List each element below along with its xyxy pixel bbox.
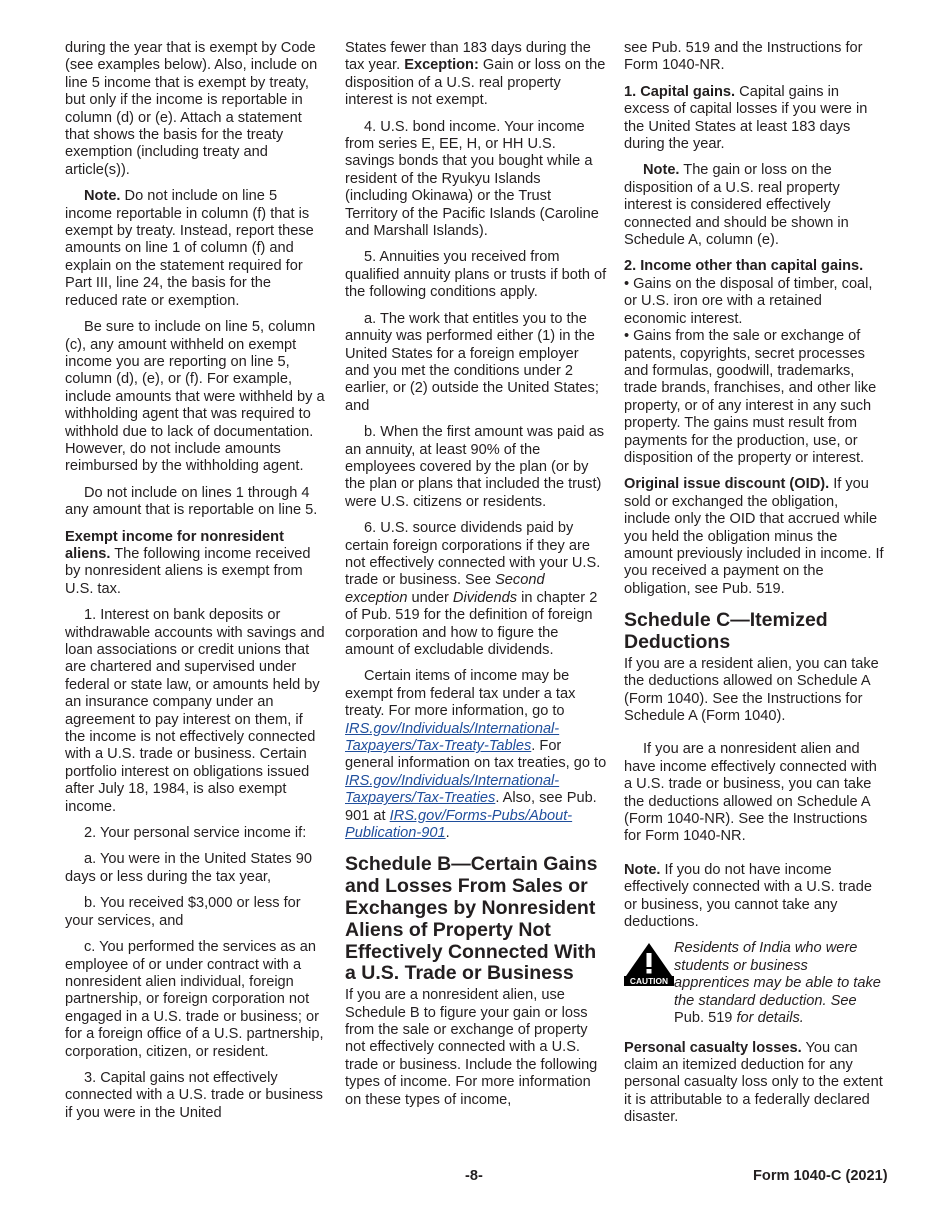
paragraph-text: You can claim an itemized deduction for any personal casualty loss only to the extent it is attributable to a federally declared disaster.	[624, 1039, 883, 1126]
caution-text	[674, 940, 886, 1027]
paragraph-text: . For general information on tax treaties, go to	[345, 738, 607, 772]
paragraph-text: If you do not have income effectively connected with a U.S. trade or business, you cannot take any deductions.	[624, 861, 872, 931]
paragraph: If you are a nonresident alien and have income effectively connected with a U.S. trade or business, you can take the deductions allowed on Schedule A (Form 1040-NR). See the Instructions for Form 1040-NR.	[624, 741, 877, 845]
caution-icon	[624, 942, 674, 986]
paragraph-text: . Also, see Pub. 901 at	[345, 790, 597, 824]
column-2	[345, 40, 607, 1118]
paragraph: If you are a resident alien, you can take the deductions allowed on Schedule A (Form 1040). See the Instructions for Schedule A (Form 1040).	[624, 655, 879, 724]
paragraph	[624, 1040, 886, 1127]
paragraph-text: If you sold or exchanged the obligation, include only the OID that accrued while you held the obligation minus the amount previously included in income. If you received a payment on the obligation, see Pub. 519.	[624, 476, 884, 597]
list-item: a. The work that entitles you to the annuity was performed either (1) in the United States for a foreign employer and you met the conditions under 2 earlier, or (2) outside the United States; and	[345, 310, 599, 414]
paragraph-text: Do not include on line 5 income reportable in column (f) that is exempt by treaty. Instead, report these amounts on line 1 of column (f) and explain on the statement required for Part III, line 24, the basis for the reduced rate or exemption.	[65, 188, 314, 309]
paragraph: see Pub. 519 and the Instructions for Form 1040-NR.	[624, 40, 863, 74]
list-item	[345, 520, 607, 659]
caution-label: CAUTION	[629, 976, 669, 987]
exception-label: Exception:	[404, 57, 479, 74]
caution-text-part: for details.	[732, 1010, 804, 1027]
bullet-item: • Gains from the sale or exchange of patents, copyrights, secret processes and formulas, goodwill, trademarks, trade brands, franchises, and other like property, or of any interest in any such property. The gains must result from payments for the production, use, or disposition of the property or interest.	[624, 328, 877, 466]
list-item: 3. Capital gains not effectively connected with a U.S. trade or business if you were in the United	[65, 1069, 323, 1121]
paragraph-text: under	[407, 589, 453, 606]
paragraph: Be sure to include on line 5, column (c), any amount withheld on exempt income you are reporting on line 5, column (d), (e), or (f). For example, include amounts that were withheld by a withholding agent that was required to withhold due to lack of documentation. However, do not include amounts reimbursed by the withholding agent.	[65, 319, 325, 475]
caution-pub: Pub. 519	[674, 1010, 733, 1027]
form-identifier: Form 1040-C (2021)	[753, 1168, 888, 1184]
publication-901-link[interactable]: IRS.gov/Forms-Pubs/About-Publication-901	[345, 807, 573, 842]
schedule-b-heading: Schedule B—Certain Gains and Losses From Sales or Exchanges by Nonresident Aliens of Property Not Effectively Connected With a U.S. Trade or Business	[345, 853, 598, 985]
paragraph: If you are a nonresident alien, use Schedule B to figure your gain or loss from the sale or exchange of property not effectively connected with a U.S. trade or business. Include the following types of income. For more information on these types of income,	[345, 987, 598, 1108]
list-item: c. You performed the services as an employee of or under contract with a nonresident alien individual, foreign partnership, or foreign corporation not engaged in a U.S. trade or business; or for a foreign office of a U.S. partnership, corporation, citizen, or resident.	[65, 939, 324, 1060]
caution-box	[624, 940, 886, 1027]
paragraph-text: The following income received by nonresident aliens is exempt from U.S. tax.	[65, 545, 311, 597]
paragraph-text: The gain or loss on the disposition of a U.S. real property interest is considered effectively connected and should be shown in Schedule A, column (e).	[624, 162, 849, 249]
run-in-heading: Original issue discount (OID).	[624, 476, 830, 493]
tax-treaty-tables-link[interactable]: IRS.gov/Individuals/International-Taxpayers/Tax-Treaty-Tables	[345, 720, 560, 755]
paragraph-text: in chapter 2 of Pub. 519 for the definition of foreign corporation and how to figure the amount of excludable dividends.	[345, 589, 598, 658]
column-3	[624, 40, 886, 1136]
paragraph	[624, 258, 886, 275]
caution-text-part: Residents of India who were students or business apprentices may be able to take the standard deduction. See	[674, 940, 881, 1009]
note-label: Note.	[84, 188, 121, 205]
paragraph	[65, 188, 327, 310]
note-label: Note.	[643, 162, 680, 179]
list-item: a. You were in the United States 90 days or less during the tax year,	[65, 851, 312, 885]
page-number: -8-	[465, 1168, 483, 1184]
paragraph	[624, 476, 886, 598]
note-label: Note.	[624, 861, 661, 878]
list-item: 4. U.S. bond income. Your income from series E, EE, H, or HH U.S. savings bonds that you bought while a resident of the Ryukyu Islands (including Okinawa) or the Trust Territory of the Pacific Islands (Caroline and Marshall Islands).	[345, 118, 599, 240]
run-in-heading: 1. Capital gains.	[624, 83, 736, 100]
paragraph	[624, 162, 886, 249]
paragraph	[624, 862, 886, 932]
paragraph-text: Capital gains in excess of capital losses if you were in the United States at least 183 days during the year.	[624, 83, 868, 153]
bullet-item: • Gains on the disposal of timber, coal, or U.S. iron ore with a retained economic interest.	[624, 275, 873, 327]
tax-treaties-link[interactable]: IRS.gov/Individuals/International-Taxpayers/Tax-Treaties	[345, 772, 560, 807]
run-in-heading: 2. Income other than capital gains.	[624, 258, 864, 275]
paragraph-text: Gain or loss on the disposition of a U.S. real property interest is not exempt.	[345, 57, 606, 109]
list-item: 1. Interest on bank deposits or withdrawable accounts with savings and loan associations or credit unions that are chartered and supervised under federal or state law, or amounts held by an insurance company under an agreement to pay interest on them, if the income is not effectively connected with a U.S. trade or business. Certain portfolio interest on obligations issued after July 18, 1984, is also exempt income.	[65, 607, 325, 815]
italic-ref: Second exception	[345, 572, 545, 606]
paragraph	[65, 529, 327, 599]
schedule-c-heading: Schedule C—Itemized Deductions	[624, 609, 828, 653]
italic-ref: Dividends	[452, 589, 518, 606]
paragraph	[624, 84, 886, 154]
run-in-heading: Exempt income for nonresident aliens.	[65, 528, 284, 562]
list-item: b. You received $3,000 or less for your services, and	[65, 895, 301, 929]
list-item: 2. Your personal service income if:	[84, 825, 307, 842]
paragraph	[345, 668, 607, 842]
paragraph: Do not include on lines 1 through 4 any amount that is reportable on line 5.	[65, 484, 318, 519]
list-item: b. When the first amount was paid as an annuity, at least 90% of the employees covered by the plan (or by the plan or plans that included the trust) were U.S. citizens or residents.	[345, 424, 605, 510]
run-in-heading: Personal casualty losses.	[624, 1039, 802, 1056]
list-item: 5. Annuities you received from qualified annuity plans or trusts if both of the following conditions apply.	[345, 249, 607, 301]
column-1	[65, 40, 327, 1131]
paragraph-text: States fewer than 183 days during the tax year.	[345, 40, 591, 74]
paragraph	[345, 40, 607, 110]
paragraph: during the year that is exempt by Code (see examples below). Also, include on line 5 income that is exempt by treaty, but only if the income is reportable in column (d) or (e). Attach a statement that shows the basis for the treaty exemption (including treaty and article(s)).	[65, 40, 318, 178]
paragraph-text: .	[445, 825, 450, 842]
paragraph-text: 6. U.S. source dividends paid by certain foreign corporations if they are not effectively connected with your U.S. trade or business. See	[345, 520, 601, 589]
paragraph-text: Certain items of income may be exempt from federal tax under a tax treaty. For more information, go to	[345, 668, 576, 720]
